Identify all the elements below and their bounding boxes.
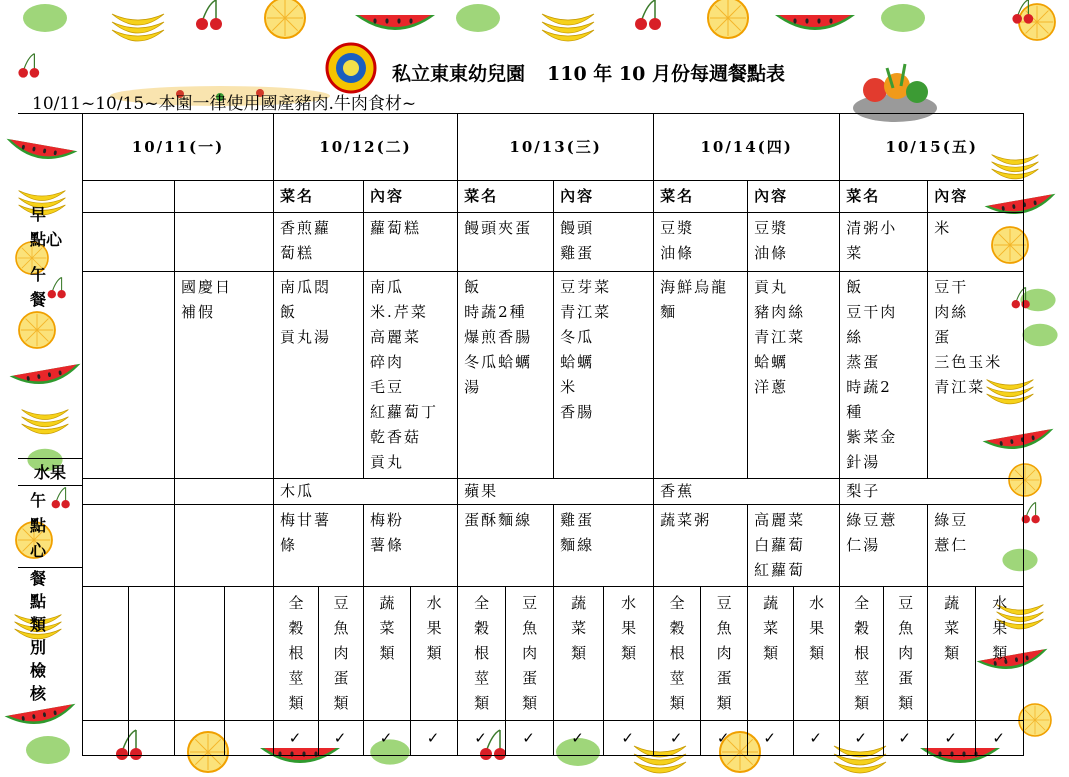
lunch-cell: 南瓜 米.芹菜 高麗菜 碎肉 毛豆 紅蘿蔔丁 乾香菇 貢丸	[364, 272, 458, 479]
subheader-dish: 菜名	[458, 181, 554, 213]
snack-cell: 梅甘薯 條	[274, 505, 364, 587]
fruit-cell	[83, 479, 175, 505]
school-name: 私立東東幼兒園	[392, 63, 526, 85]
check-category: 蔬 菜 類	[364, 587, 411, 721]
check-mark: ✓	[701, 721, 748, 756]
banana-icon	[22, 410, 69, 434]
lemon-slice-icon	[1019, 4, 1055, 40]
check-empty	[83, 587, 129, 721]
fruit-cell: 梨子	[840, 479, 1024, 505]
row-label-check: 餐 點 類 別 檢 核	[30, 569, 47, 703]
lunch-cell: 飯 時蔬2種 爆煎香腸 冬瓜蛤蠣 湯	[458, 272, 554, 479]
lunch-cell: 南瓜悶 飯 貢丸湯	[274, 272, 364, 479]
check-mark: ✓	[411, 721, 458, 756]
snack-cell: 雞蛋 麵線	[554, 505, 654, 587]
breakfast-cell: 米	[928, 213, 1024, 272]
check-category: 水 果 類	[411, 587, 458, 721]
lunch-cell: 海鮮烏龍 麵	[654, 272, 748, 479]
subheader-content: 內容	[554, 181, 654, 213]
check-empty	[129, 721, 175, 756]
check-empty	[83, 721, 129, 756]
breakfast-cell: 豆漿 油條	[654, 213, 748, 272]
lemon-slice-icon	[19, 312, 55, 348]
check-category: 蔬 菜 類	[554, 587, 604, 721]
check-category: 全 穀 根 莖 類	[654, 587, 701, 721]
check-category: 蔬 菜 類	[928, 587, 976, 721]
snack-cell: 高麗菜 白蘿蔔 紅蘿蔔	[748, 505, 840, 587]
watermelon-icon	[775, 15, 855, 30]
subheader-content: 內容	[364, 181, 458, 213]
row-divider	[18, 458, 82, 459]
check-empty	[175, 721, 225, 756]
day-header: 10/12(二)	[274, 114, 458, 181]
row-divider	[18, 567, 82, 568]
cherry-icon	[635, 0, 661, 30]
breakfast-cell: 香煎蘿 蔔糕	[274, 213, 364, 272]
breakfast-cell: 饅頭夾蛋	[458, 213, 554, 272]
check-mark: ✓	[884, 721, 928, 756]
check-empty	[224, 721, 274, 756]
watermelon-icon	[355, 15, 435, 30]
row-label-snack: 午 點 心	[30, 491, 47, 560]
row-label-fruit: 水果	[34, 463, 67, 482]
check-category: 豆 魚 肉 蛋 類	[884, 587, 928, 721]
check-category: 水 果 類	[976, 587, 1024, 721]
check-empty	[129, 587, 175, 721]
check-mark: ✓	[458, 721, 506, 756]
lunch-cell	[83, 272, 175, 479]
check-empty	[224, 587, 274, 721]
menu-subtitle: 10/11~10/15~本園一律使用國產豬肉.牛肉食材~	[32, 94, 417, 114]
fruit-cell: 香蕉	[654, 479, 840, 505]
day-header: 10/11(一)	[83, 114, 274, 181]
snack-cell: 蛋酥麵線	[458, 505, 554, 587]
snack-cell	[83, 505, 175, 587]
subheader-dish: 菜名	[654, 181, 748, 213]
subheader-content: 內容	[928, 181, 1024, 213]
lunch-cell: 貢丸 豬肉絲 青江菜 蛤蠣 洋蔥	[748, 272, 840, 479]
cherry-icon	[196, 0, 222, 30]
lunch-cell: 豆芽菜 青江菜 冬瓜 蛤蠣 米 香腸	[554, 272, 654, 479]
subheader-dish: 菜名	[274, 181, 364, 213]
breakfast-cell: 蘿蔔糕	[364, 213, 458, 272]
cherry-icon	[52, 487, 70, 508]
snack-cell: 蔬菜粥	[654, 505, 748, 587]
check-empty	[175, 587, 225, 721]
fruit-cell: 蘋果	[458, 479, 654, 505]
check-category: 豆 魚 肉 蛋 類	[701, 587, 748, 721]
breakfast-cell	[83, 213, 175, 272]
check-mark: ✓	[604, 721, 654, 756]
snack-cell: 梅粉 薯條	[364, 505, 458, 587]
lunch-cell: 豆干 肉絲 蛋 三色玉米 青江菜	[928, 272, 1024, 479]
check-category: 水 果 類	[604, 587, 654, 721]
lime-icon	[1022, 324, 1057, 346]
snack-cell	[175, 505, 274, 587]
breakfast-cell	[175, 213, 274, 272]
snack-cell: 綠豆薏 仁湯	[840, 505, 928, 587]
subheader-dish: 菜名	[840, 181, 928, 213]
check-category: 全 穀 根 莖 類	[274, 587, 319, 721]
menu-period: 110 年 10 月份每週餐點表	[547, 63, 785, 85]
page-title	[392, 59, 807, 86]
day-header: 10/14(四)	[654, 114, 840, 181]
check-mark: ✓	[554, 721, 604, 756]
row-label-breakfast: 早 點心	[30, 205, 63, 249]
banana-icon	[542, 14, 594, 41]
lunch-cell: 飯 豆干肉 絲 蒸蛋 時蔬2 種 紫菜金 針湯	[840, 272, 928, 479]
check-mark: ✓	[364, 721, 411, 756]
lemon-slice-icon	[708, 0, 748, 38]
row-divider	[18, 485, 82, 486]
lime-icon	[26, 736, 70, 764]
subheader-empty	[175, 181, 274, 213]
check-mark: ✓	[506, 721, 554, 756]
lime-icon	[23, 4, 67, 32]
check-category: 豆 魚 肉 蛋 類	[506, 587, 554, 721]
cherry-icon	[48, 277, 66, 298]
row-divider	[18, 113, 82, 114]
check-mark: ✓	[319, 721, 364, 756]
check-mark: ✓	[928, 721, 976, 756]
lime-icon	[881, 4, 925, 32]
watermelon-icon	[4, 139, 77, 165]
row-label-lunch: 午 餐	[30, 265, 47, 309]
check-category: 全 穀 根 莖 類	[458, 587, 506, 721]
check-mark: ✓	[976, 721, 1024, 756]
day-header: 10/15(五)	[840, 114, 1024, 181]
check-mark: ✓	[748, 721, 794, 756]
fruit-cell: 木瓜	[274, 479, 458, 505]
cherry-icon	[18, 54, 39, 78]
banana-icon	[112, 14, 164, 41]
breakfast-cell: 豆漿 油條	[748, 213, 840, 272]
watermelon-icon	[10, 364, 83, 390]
check-category: 水 果 類	[794, 587, 840, 721]
check-category: 全 穀 根 莖 類	[840, 587, 884, 721]
lemon-slice-icon	[265, 0, 305, 38]
breakfast-cell: 清粥小 菜	[840, 213, 928, 272]
check-category: 蔬 菜 類	[748, 587, 794, 721]
check-mark: ✓	[654, 721, 701, 756]
cherry-icon	[1022, 502, 1040, 523]
watermelon-icon	[5, 704, 78, 730]
lime-icon	[456, 4, 500, 32]
check-mark: ✓	[274, 721, 319, 756]
lunch-cell: 國慶日 補假	[175, 272, 274, 479]
fruit-cell	[175, 479, 274, 505]
subheader-empty	[83, 181, 175, 213]
breakfast-cell: 饅頭 雞蛋	[554, 213, 654, 272]
weekly-menu-table	[82, 113, 1024, 756]
day-header: 10/13(三)	[458, 114, 654, 181]
snack-cell: 綠豆 薏仁	[928, 505, 1024, 587]
check-mark: ✓	[794, 721, 840, 756]
subheader-content: 內容	[748, 181, 840, 213]
check-category: 豆 魚 肉 蛋 類	[319, 587, 364, 721]
check-mark: ✓	[840, 721, 884, 756]
